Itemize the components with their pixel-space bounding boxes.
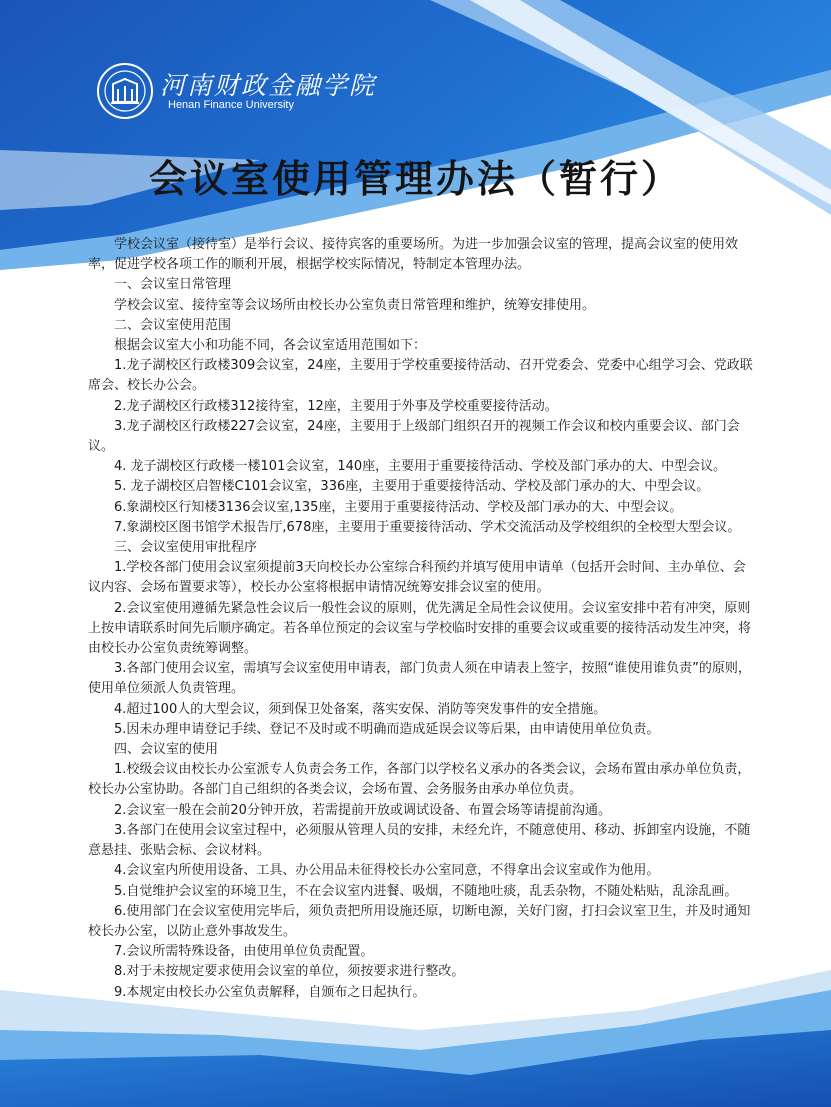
document-body (88, 235, 756, 1003)
list-item: 3.各部门在使用会议室过程中，必须服从管理人员的安排，未经允许，不随意使用、移动、拆卸室内设施，不随意悬挂、张贴会标、会议材料。 (88, 822, 751, 859)
list-item: 4.会议室内所使用设备、工具、办公用品未征得校长办公室同意，不得拿出会议室或作为他用。 (114, 863, 660, 879)
list-item: 7.象湖校区图书馆学术报告厅,678座，主要用于重要接待活动、学术交流活动及学校组织的全校型大型会议。 (114, 519, 741, 535)
paragraph: 学校会议室、接待室等会议场所由校长办公室负责日常管理和维护，统筹安排使用。 (114, 297, 596, 313)
document-title: 会议室使用管理办法（暂行） (148, 157, 682, 201)
list-item: 5. 龙子湖校区启智楼C101会议室，336座，主要用于重要接待活动、学校及部门承办的大、中型会议。 (114, 479, 710, 495)
list-item: 3.各部门使用会议室，需填写会议室使用申请表，部门负责人须在申请表上签字，按照“谁使用谁负责”的原则，使用单位须派人负责管理。 (88, 661, 751, 697)
list-item: 6.使用部门在会议室使用完毕后，须负责把所用设施还原，切断电源，关好门窗，打扫会议室卫生，并及时通知校长办公室，以防止意外事故发生。 (88, 903, 751, 939)
list-item: 4. 龙子湖校区行政楼一楼101会议室，140座，主要用于重要接待活动、学校及部门承办的大、中型会议。 (114, 459, 727, 475)
list-item: 4.超过100人的大型会议，须到保卫处备案，落实安保、消防等突发事件的安全措施。 (114, 701, 607, 717)
intro-paragraph: 学校会议室（接待室）是举行会议、接待宾客的重要场所。为进一步加强会议室的管理，提高会议室的使用效率，促进学校各项工作的顺利开展，根据学校实际情况，特制定本管理办法。 (88, 237, 739, 273)
section-heading-room-usage: 四、会议室的使用 (114, 742, 219, 758)
list-item: 2.会议室一般在会前20分钟开放，若需提前开放或调试设备、布置会场等请提前沟通。 (114, 802, 611, 818)
list-item: 1.学校各部门使用会议室须提前3天向校长办公室综合科预约并填写使用申请单（包括开会时间、主办单位、会议内容、会场布置要求等），校长办公室将根据申请情况统筹安排会议室的使用。 (88, 560, 746, 596)
list-item: 5.自觉维护会议室的环境卫生，不在会议室内进餐、吸烟，不随地吐痰，乱丢杂物，不随处粘贴，乱涂乱画。 (114, 883, 738, 899)
list-item: 3.龙子湖校区行政楼227会议室，24座，主要用于上级部门组织召开的视频工作会议和校内重要会议、部门会议。 (88, 418, 740, 455)
section-heading-daily-management: 一、会议室日常管理 (114, 277, 232, 293)
university-seal-icon (96, 62, 154, 120)
paragraph: 根据会议室大小和功能不同，各会议室适用范围如下： (114, 338, 427, 354)
list-item: 1.龙子湖校区行政楼309会议室，24座，主要用于学校重要接待活动、召开党委会、党委中心组学习会、党政联席会、校长办公会。 (88, 358, 753, 394)
list-item: 5.因未办理申请登记手续、登记不及时或不明确而造成延误会议等后果，由申请使用单位负责。 (114, 721, 660, 737)
list-item: 9.本规定由校长办公室负责解释，自颁布之日起执行。 (114, 984, 426, 1000)
section-heading-approval-procedure: 三、会议室使用审批程序 (114, 540, 258, 556)
school-name-chinese: 河南财政金融学院 (160, 71, 377, 100)
section-heading-usage-scope: 二、会议室使用范围 (114, 317, 232, 333)
list-item: 2.龙子湖校区行政楼312接待室，12座，主要用于外事及学校重要接待活动。 (114, 398, 558, 414)
list-item: 6.象湖校区行知楼3136会议室,135座，主要用于重要接待活动、学校及部门承办的大、中型会议。 (114, 499, 683, 515)
school-name-english: Henan Finance University (168, 99, 294, 111)
list-item: 1.校级会议由校长办公室派专人负责会务工作，各部门以学校名义承办的各类会议，会场布置由承办单位负责，校长办公室协助。各部门自己组织的各类会议，会场布置、会务服务由承办单位负责。 (88, 762, 751, 798)
list-item: 8.对于未按规定要求使用会议室的单位，须按要求进行整改。 (114, 964, 465, 980)
list-item: 7.会议所需特殊设备，由使用单位负责配置。 (114, 944, 374, 960)
list-item: 2.会议室使用遵循先紧急性会议后一般性会议的原则，优先满足全局性会议使用。会议室安排中若有冲突，原则上按申请联系时间先后顺序确定。若各单位预定的会议室与学校临时安排的重要会议或重要的接待活动发生冲突，将由校长办公室负责统筹调整。 (88, 600, 752, 657)
